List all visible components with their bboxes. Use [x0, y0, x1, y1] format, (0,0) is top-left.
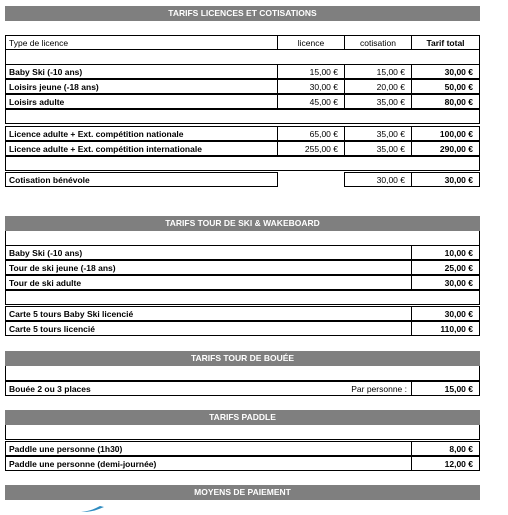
table-row-label: Loisirs adulte	[5, 94, 278, 109]
table-row-label: Carte 5 tours licencié	[5, 321, 412, 336]
header-tarif-total: Tarif total	[411, 35, 480, 50]
table-spacer	[5, 366, 480, 381]
table-spacer	[5, 156, 480, 171]
table-row-label: Tour de ski jeune (-18 ans)	[5, 260, 412, 275]
table-spacer	[5, 109, 480, 124]
header-cotisation: cotisation	[344, 35, 412, 50]
per-person-note: Par personne :	[341, 381, 412, 396]
table-row-label: Paddle une personne (1h30)	[5, 441, 412, 456]
table-row-label: Tour de ski adulte	[5, 275, 412, 290]
table-row-total: 50,00 €	[411, 79, 480, 94]
table-row-label: Cotisation bénévole	[5, 172, 278, 187]
table-row-label: Baby Ski (-10 ans)	[5, 245, 412, 260]
table-row-licence: 65,00 €	[277, 126, 345, 141]
section-title-paiement: MOYENS DE PAIEMENT	[5, 485, 480, 500]
table-row-licence: 45,00 €	[277, 94, 345, 109]
table-row-label: Licence adulte + Ext. compétition internationale	[5, 141, 278, 156]
table-spacer	[5, 231, 480, 246]
table-row-cotisation: 35,00 €	[344, 126, 412, 141]
table-spacer	[5, 425, 480, 440]
table-row-total: 100,00 €	[411, 126, 480, 141]
table-row-label: Bouée 2 ou 3 places	[5, 381, 342, 396]
table-row-cotisation: 20,00 €	[344, 79, 412, 94]
table-row-total: 30,00 €	[411, 275, 480, 290]
section-title-licences: TARIFS LICENCES ET COTISATIONS	[5, 6, 480, 21]
section-title-tours: TARIFS TOUR DE SKI & WAKEBOARD	[5, 216, 480, 231]
table-row-cotisation: 35,00 €	[344, 94, 412, 109]
table-row-licence: 255,00 €	[277, 141, 345, 156]
table-row-total: 12,00 €	[411, 456, 480, 471]
table-spacer	[5, 49, 480, 64]
table-row-total: 80,00 €	[411, 94, 480, 109]
table-row-total: 15,00 €	[411, 381, 480, 396]
section-title-bouee: TARIFS TOUR DE BOUÉE	[5, 351, 480, 366]
table-row-total: 25,00 €	[411, 260, 480, 275]
table-row-total: 10,00 €	[411, 245, 480, 260]
table-row-total: 110,00 €	[411, 321, 480, 336]
table-row-total: 30,00 €	[411, 64, 480, 79]
table-row-licence: 30,00 €	[277, 79, 345, 94]
table-row-cotisation: 15,00 €	[344, 64, 412, 79]
header-licence: licence	[277, 35, 345, 50]
table-row-total: 8,00 €	[411, 441, 480, 456]
table-row-total: 290,00 €	[411, 141, 480, 156]
table-row-label: Paddle une personne (demi-journée)	[5, 456, 412, 471]
header-type-licence: Type de licence	[5, 35, 278, 50]
section-title-paddle: TARIFS PADDLE	[5, 410, 480, 425]
table-row-label: Baby Ski (-10 ans)	[5, 64, 278, 79]
table-row-total: 30,00 €	[411, 172, 480, 187]
table-row-label: Loisirs jeune (-18 ans)	[5, 79, 278, 94]
table-row-licence: 15,00 €	[277, 64, 345, 79]
bird-logo-icon	[80, 505, 106, 513]
table-row-label: Carte 5 tours Baby Ski licencié	[5, 306, 412, 321]
table-row-label: Licence adulte + Ext. compétition nationale	[5, 126, 278, 141]
table-row-cotisation: 30,00 €	[344, 172, 412, 187]
table-row-total: 30,00 €	[411, 306, 480, 321]
table-row-cotisation: 35,00 €	[344, 141, 412, 156]
table-spacer	[5, 290, 480, 305]
